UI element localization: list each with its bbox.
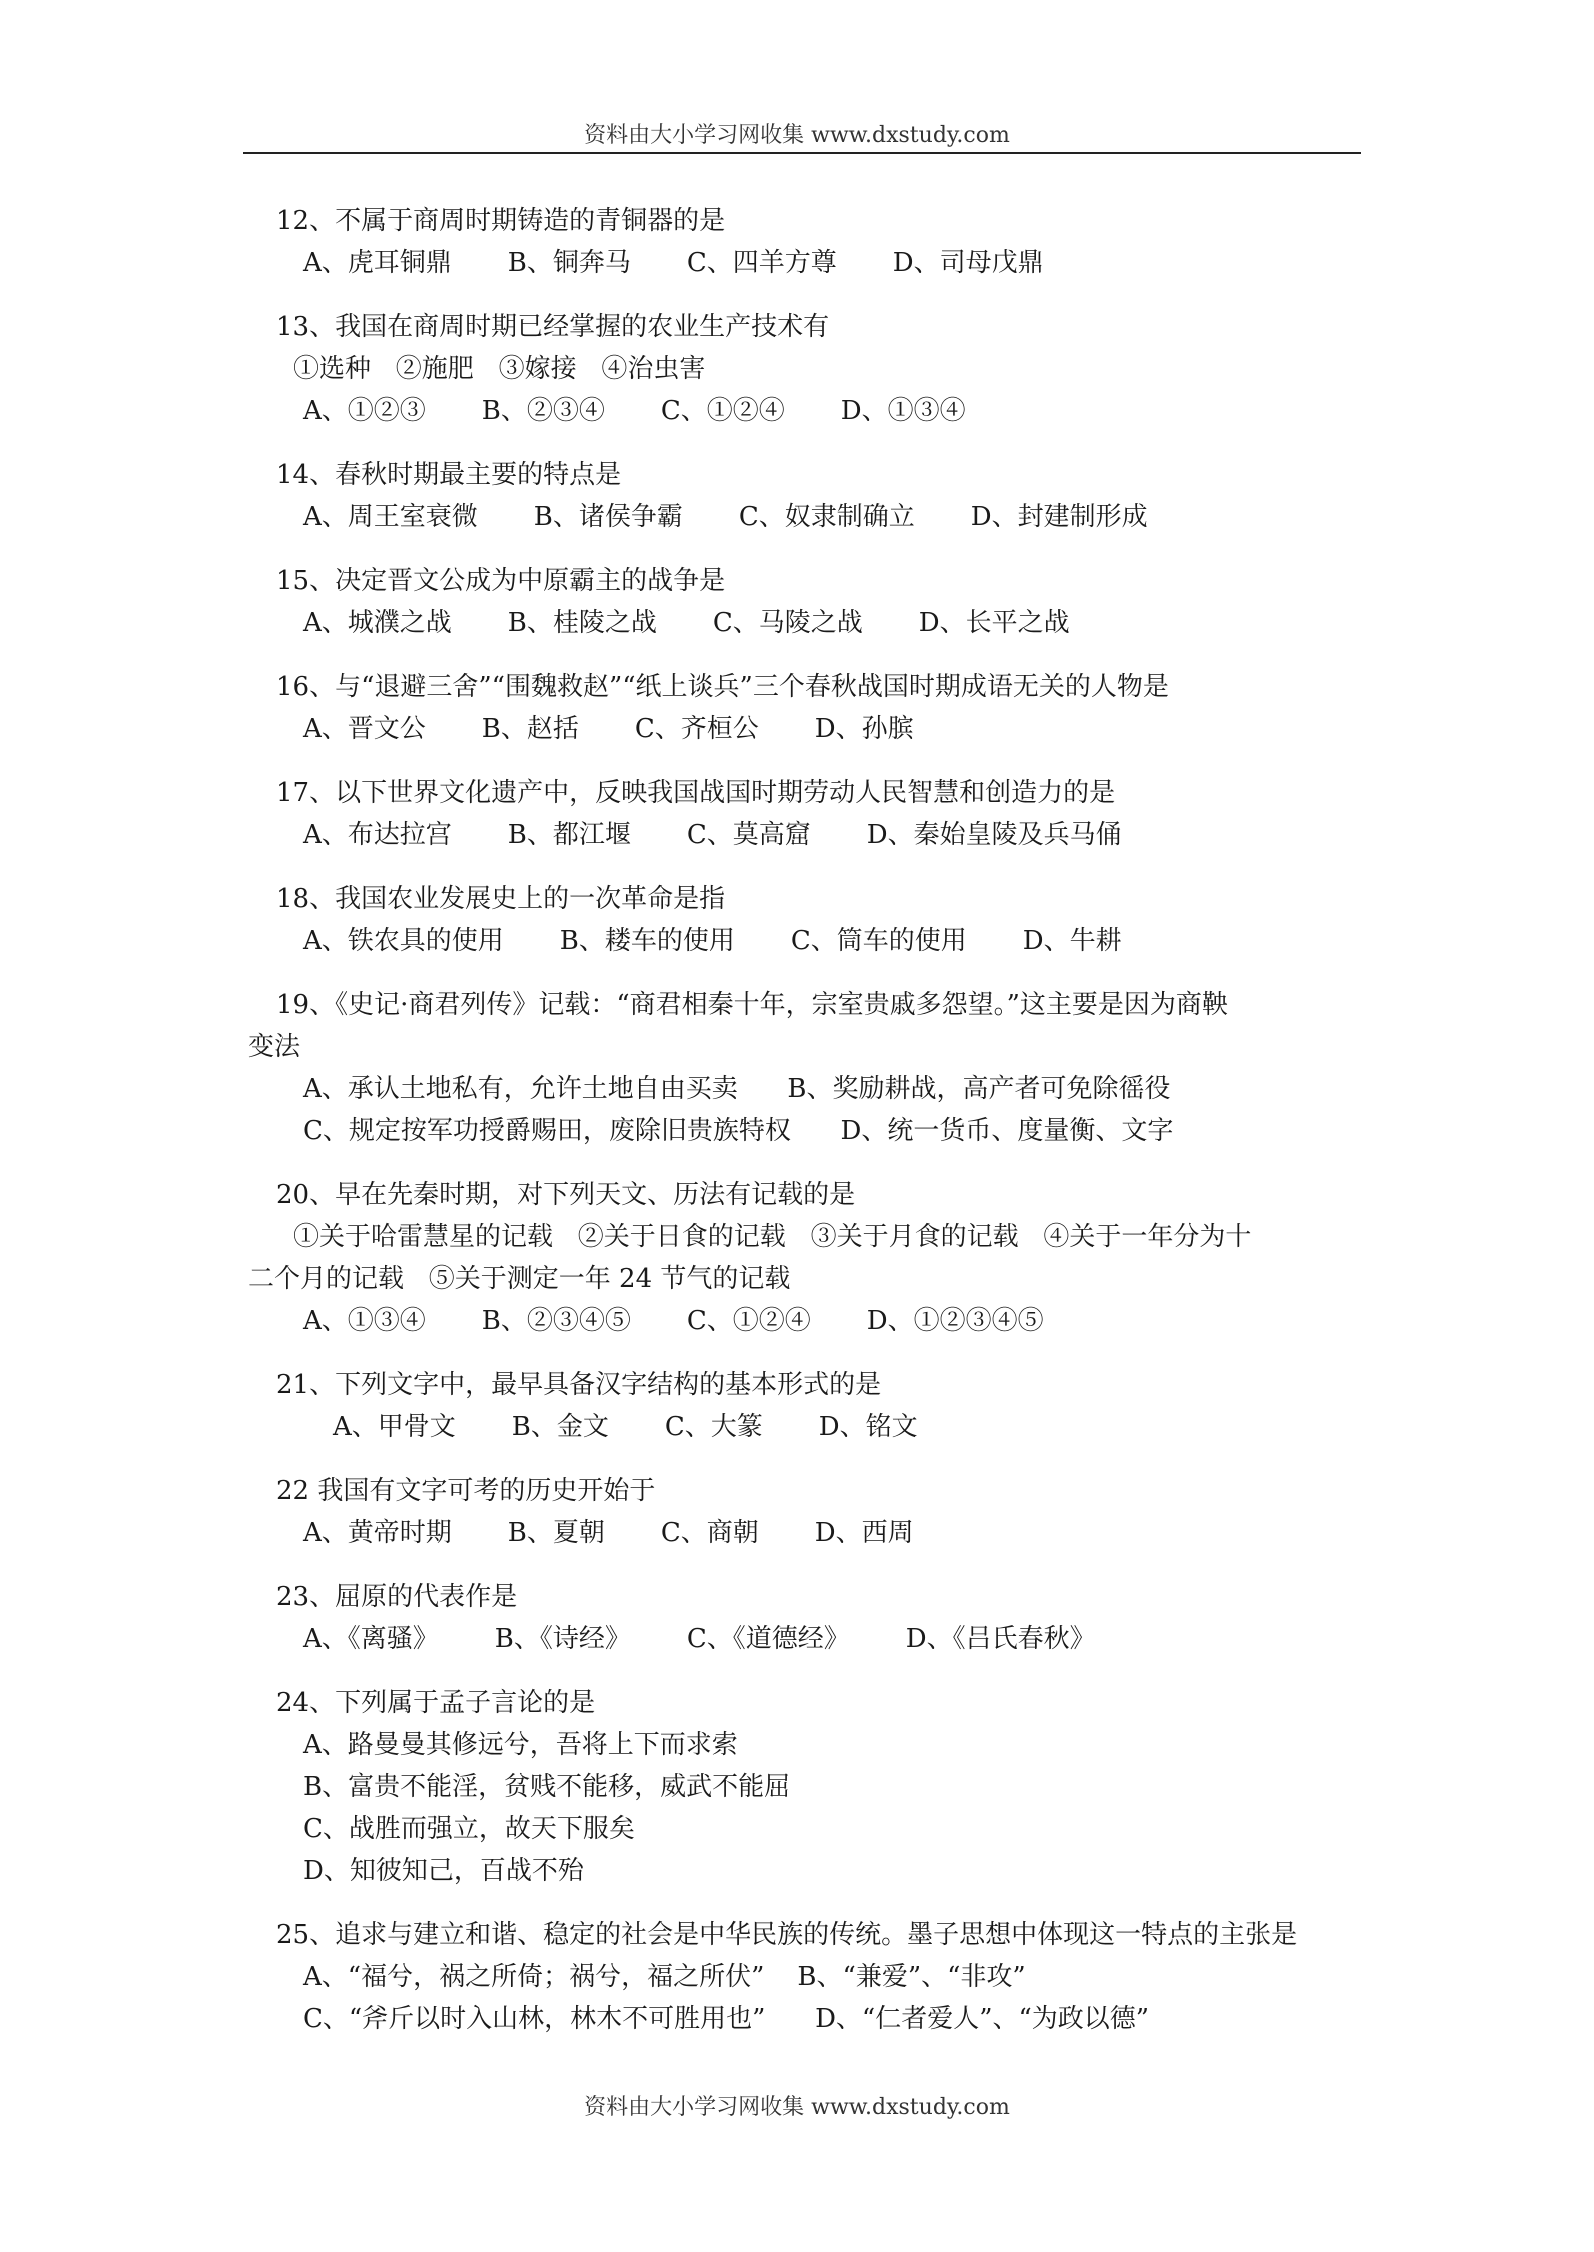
option-c: C、筒车的使用 [790, 926, 967, 956]
option-d: D、①②③④⑤ [866, 1306, 1044, 1336]
question-12 [0, 200, 1594, 284]
question-13 [0, 306, 1594, 432]
option-row [0, 1406, 1594, 1448]
question-25 [0, 1914, 1594, 2040]
option-b: B、金文 [511, 1412, 609, 1442]
question-stem: 23、屈原的代表作是 [276, 1582, 518, 1612]
option-row [0, 920, 1594, 962]
question-14 [0, 454, 1594, 538]
option-b: B、诸侯争霸 [533, 502, 683, 532]
option-row [0, 242, 1594, 284]
question-stem: 12、不属于商周时期铸造的青铜器的是 [276, 206, 726, 236]
option-line: C、规定按军功授爵赐田，废除旧贵族特权 D、统一货币、度量衡、文字 [303, 1116, 1174, 1146]
question-stem: 21、下列文字中，最早具备汉字结构的基本形式的是 [276, 1370, 882, 1400]
option-row [0, 814, 1594, 856]
option-c: C、马陵之战 [712, 608, 863, 638]
option-b: B、②③④⑤ [481, 1306, 631, 1336]
option-b: B、②③④ [481, 396, 605, 426]
question-18 [0, 878, 1594, 962]
option-d: D、孙膑 [814, 714, 914, 744]
option-c: C、①②④ [660, 396, 785, 426]
question-22 [0, 1470, 1594, 1554]
option-a: A、《离骚》 [303, 1624, 439, 1654]
option-a: A、黄帝时期 [303, 1518, 452, 1548]
option-b: B、夏朝 [507, 1518, 605, 1548]
option-a: A、铁农具的使用 [303, 926, 504, 956]
option-row [0, 1512, 1594, 1554]
option-d: D、知彼知己，百战不殆 [303, 1856, 584, 1886]
question-list [0, 200, 1594, 2062]
option-a: A、甲骨文 [333, 1412, 456, 1442]
option-row [0, 602, 1594, 644]
question-items-continued: 二个月的记载 ⑤关于测定一年 24 节气的记载 [248, 1264, 791, 1294]
option-d: D、西周 [814, 1518, 914, 1548]
option-b: B、赵括 [481, 714, 579, 744]
question-21 [0, 1364, 1594, 1448]
question-stem: 17、以下世界文化遗产中，反映我国战国时期劳动人民智慧和创造力的是 [276, 778, 1116, 808]
option-row [0, 708, 1594, 750]
question-20 [0, 1174, 1594, 1342]
option-c: C、①②④ [686, 1306, 811, 1336]
option-c: C、四羊方尊 [686, 248, 837, 278]
option-d: D、长平之战 [918, 608, 1070, 638]
option-a: A、周王室衰微 [303, 502, 478, 532]
option-c: C、战胜而强立，故天下服矣 [303, 1814, 635, 1844]
option-d: D、司母戊鼎 [892, 248, 1044, 278]
question-stem: 15、决定晋文公成为中原霸主的战争是 [276, 566, 726, 596]
option-a: A、①③④ [303, 1306, 426, 1336]
question-stem: 19、《史记·商君列传》记载：“商君相秦十年，宗室贵戚多怨望。”这主要是因为商鞅 [276, 990, 1228, 1020]
question-stem: 20、早在先秦时期，对下列天文、历法有记载的是 [276, 1180, 856, 1210]
page-footer: 资料由大小学习网收集 www.dxstudy.com [584, 2095, 1010, 2120]
option-d: D、《吕氏春秋》 [905, 1624, 1096, 1654]
option-row [0, 1618, 1594, 1660]
option-a: A、虎耳铜鼎 [303, 248, 452, 278]
option-b: B、都江堰 [507, 820, 631, 850]
option-c: C、大篆 [664, 1412, 763, 1442]
option-b: B、富贵不能淫，贫贱不能移，威武不能屈 [303, 1772, 791, 1802]
question-items: ①选种 ②施肥 ③嫁接 ④治虫害 [293, 354, 706, 384]
option-c: C、商朝 [660, 1518, 759, 1548]
option-c: C、莫高窟 [686, 820, 811, 850]
option-row [0, 496, 1594, 538]
option-a: A、布达拉宫 [303, 820, 452, 850]
option-a: A、路曼曼其修远兮，吾将上下而求索 [303, 1730, 738, 1760]
option-d: D、封建制形成 [970, 502, 1148, 532]
page-header: 资料由大小学习网收集 www.dxstudy.com [584, 123, 1010, 148]
question-stem: 14、春秋时期最主要的特点是 [276, 460, 622, 490]
question-stem: 24、下列属于孟子言论的是 [276, 1688, 596, 1718]
option-c: C、《道德经》 [686, 1624, 850, 1654]
option-b: B、耧车的使用 [559, 926, 735, 956]
question-16 [0, 666, 1594, 750]
question-24 [0, 1682, 1594, 1892]
question-19 [0, 984, 1594, 1152]
question-items: ①关于哈雷慧星的记载 ②关于日食的记载 ③关于月食的记载 ④关于一年分为十 [293, 1222, 1252, 1252]
question-stem: 16、与“退避三舍”“围魏救赵”“纸上谈兵”三个春秋战国时期成语无关的人物是 [276, 672, 1169, 702]
option-row [0, 1300, 1594, 1342]
option-b: B、《诗经》 [494, 1624, 631, 1654]
option-b: B、铜奔马 [507, 248, 631, 278]
question-stem: 18、我国农业发展史上的一次革命是指 [276, 884, 726, 914]
question-stem-continued: 变法 [248, 1032, 301, 1062]
question-23 [0, 1576, 1594, 1660]
option-d: D、牛耕 [1022, 926, 1122, 956]
option-a: A、①②③ [303, 396, 426, 426]
question-17 [0, 772, 1594, 856]
question-stem: 22 我国有文字可考的历史开始于 [276, 1476, 656, 1506]
option-d: D、铭文 [818, 1412, 918, 1442]
option-c: C、奴隶制确立 [738, 502, 915, 532]
option-a: A、晋文公 [303, 714, 426, 744]
header-rule [243, 152, 1361, 154]
option-d: D、①③④ [840, 396, 966, 426]
question-stem: 25、追求与建立和谐、稳定的社会是中华民族的传统。墨子思想中体现这一特点的主张是 [276, 1920, 1298, 1950]
option-a: A、城濮之战 [303, 608, 452, 638]
option-b: B、桂陵之战 [507, 608, 657, 638]
question-15 [0, 560, 1594, 644]
question-stem: 13、我国在商周时期已经掌握的农业生产技术有 [276, 312, 830, 342]
option-line: A、“福兮，祸之所倚；祸兮，福之所伏” B、“兼爱”、“非攻” [303, 1962, 1026, 1992]
option-line: C、“斧斤以时入山林，林木不可胜用也” D、“仁者爱人”、“为政以德” [303, 2004, 1150, 2034]
option-line: A、承认土地私有，允许土地自由买卖 B、奖励耕战，高产者可免除徭役 [303, 1074, 1171, 1104]
option-d: D、秦始皇陵及兵马俑 [866, 820, 1122, 850]
option-c: C、齐桓公 [634, 714, 759, 744]
option-row [0, 390, 1594, 432]
